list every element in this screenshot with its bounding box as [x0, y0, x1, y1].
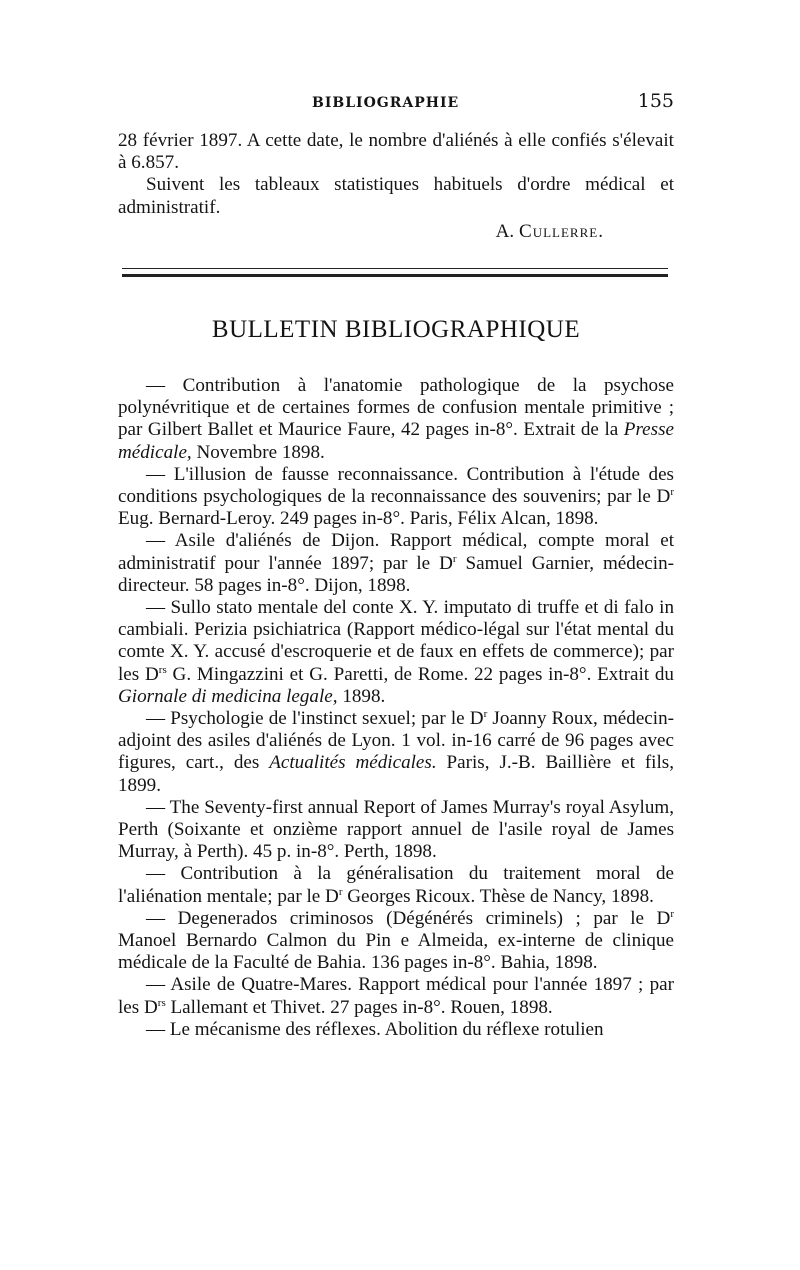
running-title: BIBLIOGRAPHIE — [312, 95, 460, 111]
running-head — [118, 90, 674, 112]
bibliography-entry: — Contribution à l'anatomie pathologique de la psychose polynévritique et de certaines formes de confusion mentale primitive ; par Gilbert Ballet et Maurice Faure, 42 pages in-8°. Extrait de la Presse médicale, Novembre 1898. — [118, 375, 674, 463]
intro-paragraph-2: Suivent les tableaux statistiques habituels d'ordre médical et administratif. — [118, 174, 674, 218]
bibliography-entry: — Psychologie de l'instinct sexuel; par le $D^r$ Joanny Roux, médecin-adjoint des asiles d'aliénés de Lyon. 1 vol. in-16 carré de 96 pages avec figures, cart., des Actualités médicales. Paris, J.-B. Baillière et fils, 1899. — [118, 708, 674, 796]
intro-block — [118, 130, 674, 243]
divider-thin — [122, 268, 668, 269]
bibliography-entry: — Degenerados criminosos (Dégénérés criminels) ; par le $D^r$ Manoel Bernardo Calmon du Pin e Almeida, ex-interne de clinique médicale de la Faculté de Bahia. 136 pages in-8°. Bahia, 1898. — [118, 907, 674, 974]
bibliography-entry: — Asile de Quatre-Mares. Rapport médical pour l'année 1897 ; par les $D^{rs}$ Lallemant et Thivet. 27 pages in-8°. Rouen, 1898. — [118, 974, 674, 1018]
bibliography-entry: — The Seventy-first annual Report of James Murray's royal Asylum, Perth (Soixante et onzième rapport annuel de l'asile royal de James Murray, à Perth). 45 p. in-8°. Perth, 1898. — [118, 796, 674, 863]
bibliography-entry: — L'illusion de fausse reconnaissance. Contribution à l'étude des conditions psychologiques de la reconnaissance des souvenirs; par le $D^r$ Eug. Bernard-Leroy. 249 pages in-8°. Paris, Félix Alcan, 1898. — [118, 463, 674, 530]
intro-paragraph-1: 28 février 1897. A cette date, le nombre d'aliénés à elle confiés s'élevait à 6.857. — [118, 130, 674, 174]
signature-initial: A. — [495, 220, 519, 242]
page-number: 155 — [637, 90, 674, 112]
signature-name: Cullerre. — [518, 220, 604, 242]
divider-thick — [122, 274, 668, 277]
section-title: BULLETIN BIBLIOGRAPHIQUE — [211, 316, 581, 343]
bibliography-entry: — Contribution à la généralisation du traitement moral de l'aliénation mentale; par le $D^r$ Georges Ricoux. Thèse de Nancy, 1898. — [118, 863, 674, 907]
bibliography-entries — [118, 375, 674, 1041]
bibliography-entry: — Asile d'aliénés de Dijon. Rapport médical, compte moral et administratif pour l'année 1897; par le $D^r$ Samuel Garnier, médecin-directeur. 58 pages in-8°. Dijon, 1898. — [118, 530, 674, 596]
bibliography-entry: — Sullo stato mentale del conte X. Y. imputato di truffe et di falo in cambiali. Perizia psichiatrica (Rapport médico-légal sur l'état mental du comte X. Y. accusé d'escroquerie et de faux en effets de commerce); par les $D^{rs}$ G. Mingazzini et G. Paretti, de Rome. 22 pages in-8°. Extrait du Giornale di medicina legale, 1898. — [118, 597, 674, 707]
bibliography-entry: — Le mécanisme des réflexes. Abolition du réflexe rotulien — [146, 1018, 604, 1040]
author-signature — [118, 221, 674, 243]
